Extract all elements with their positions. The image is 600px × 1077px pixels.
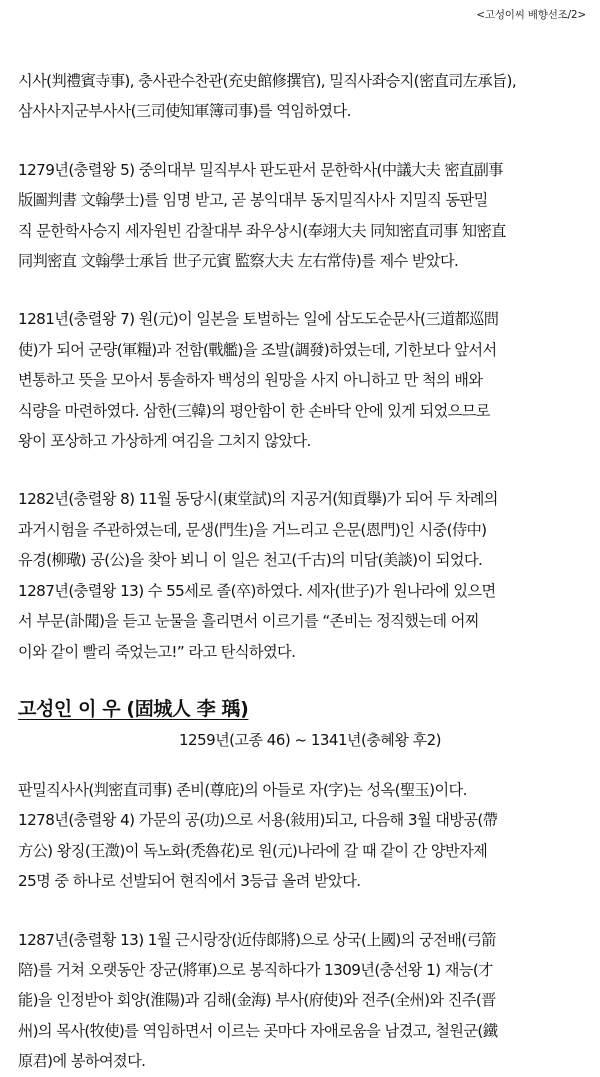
text-line: 판밀직사사(判密直司事) 존비(尊庇)의 아들로 자(字)는 성옥(聖玉)이다. — [18, 780, 467, 799]
text-line: 유경(柳璥) 공(公)을 찾아 뵈니 이 일은 천고(千古)의 미담(美談)이 되었다. — [18, 551, 483, 570]
text-line: 原君)에 봉하여졌다. — [18, 1052, 146, 1071]
text-line: 1281년(충렬왕 7) 원(元)이 일본을 토벌하는 일에 삼도도순문사(三道都巡問 — [18, 310, 499, 329]
paragraph-gap — [18, 667, 588, 695]
text-line: 직 문한학사승지 세자원빈 감찰대부 좌우상시(奉翊大夫 同知密直司事 知密直 — [18, 221, 506, 240]
section-title: 고성인 이 우 (固城人 李 瑀) — [18, 697, 249, 720]
paragraph-gap — [18, 127, 588, 155]
paragraph-3 — [18, 304, 588, 456]
text-line: 能)을 인정받아 회양(淮陽)과 김해(金海) 부사(府使)와 전주(全州)와 진주(晋 — [18, 991, 496, 1010]
text-line: 왕이 포상하고 가상하게 여김을 그치지 않았다. — [18, 432, 311, 451]
paragraph-5 — [18, 775, 588, 897]
text-line: 陪)를 거쳐 오랫동안 장군(將軍)으로 봉직하다가 1309년(충선왕 1) 재능(才 — [18, 960, 493, 979]
text-line: 版圖判書 文翰學士)를 임명 받고, 곧 봉익대부 동지밀직사사 지밀직 동판밀 — [18, 191, 488, 210]
paragraph-gap — [18, 897, 588, 925]
text-line: 1279년(충렬왕 5) 중의대부 밀직부사 판도판서 문한학사(中議大夫 密直副事 — [18, 160, 503, 179]
text-line: 식량을 마련하였다. 삼한(三韓)의 평안함이 한 손바닥 안에 있게 되었으므로 — [18, 401, 490, 420]
text-line: 이와 같이 빨리 죽었는고!” 라고 탄식하였다. — [18, 642, 296, 661]
text-line: 과거시험을 주관하였는데, 문생(門生)을 거느리고 은문(恩門)인 시중(侍中) — [18, 520, 487, 539]
paragraph-6 — [18, 925, 588, 1077]
text-line: 1287년(충렬황 13) 1월 근시랑장(近侍郞將)으로 상국(上國)의 궁전배(弓箭 — [18, 930, 496, 949]
text-line: 시사(判禮賓寺事), 충사관수찬관(充史館修撰官), 밀직사좌승지(密直司左承旨), — [18, 72, 517, 90]
paragraph-gap — [18, 276, 588, 304]
text-line: 使)가 되어 군량(軍糧)과 전함(戰艦)을 조발(調發)하였는데, 기한보다 앞서서 — [18, 340, 497, 359]
text-line: 同判密直 文翰學士承旨 世子元賓 監察大夫 左右常侍)를 제수 받았다. — [18, 252, 459, 271]
paragraph-gap — [18, 753, 588, 775]
text-line: 1282년(충렬왕 8) 11월 동당시(東堂試)의 지공거(知貢擧)가 되어 두 차례의 — [18, 490, 498, 509]
text-line: 州)의 목사(牧使)를 역임하면서 이르는 곳마다 자애로움을 남겼고, 철원군(鐵 — [18, 1021, 498, 1040]
paragraph-2 — [18, 155, 588, 277]
paragraph-1 — [18, 66, 588, 127]
text-line: 서 부문(訃聞)을 듣고 눈물을 흘리면서 이르기를 “존비는 정직했는데 어찌 — [18, 612, 479, 631]
paragraph-gap — [18, 456, 588, 484]
page-header: <고성이씨 배향선조/2> — [476, 9, 586, 21]
text-line: 方公) 왕징(王澂)이 독노화(禿魯花)로 원(元)나라에 갈 때 같이 간 양반자제 — [18, 841, 488, 860]
text-line: 삼사사지군부사사(三司使知軍簿司事)를 역임하였다. — [18, 102, 351, 121]
text-line: 1287년(충렬왕 13) 수 55세로 졸(卒)하였다. 세자(世子)가 원나라에 있으면 — [18, 581, 496, 600]
text-line: 25명 중 하나로 선발되어 현직에서 3등급 올려 받았다. — [18, 872, 361, 891]
text-line: 1278년(충렬왕 4) 가문의 공(功)으로 서용(敍用)되고, 다음해 3월 대방공(帶 — [18, 811, 498, 830]
text-line: 변통하고 뜻을 모아서 통솔하자 백성의 원망을 사지 아니하고 만 척의 배와 — [18, 371, 483, 390]
section-subtitle: 1259년(고종 46) ~ 1341년(충혜왕 후2) — [179, 730, 441, 749]
document-body — [18, 66, 588, 1077]
paragraph-4 — [18, 484, 588, 666]
